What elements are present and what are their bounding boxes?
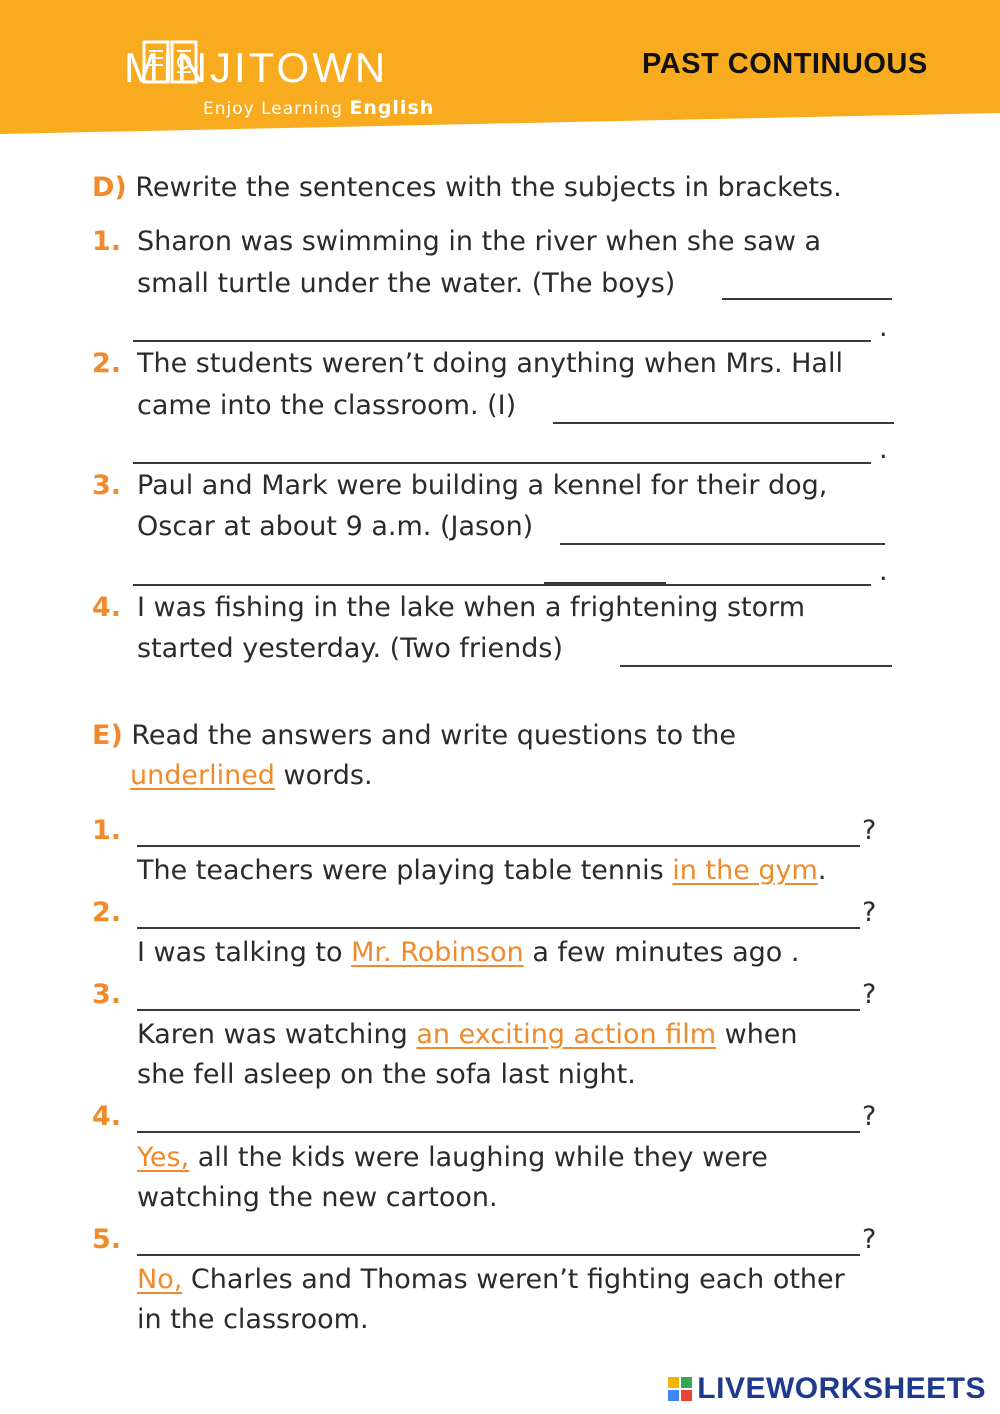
e-item-4-answer [137, 1142, 768, 1173]
liveworksheets-icon [667, 1376, 693, 1402]
d-item-1-answer-line-a[interactable] [722, 298, 892, 300]
e-item-4-answer-line2: watching the new cartoon. [137, 1182, 498, 1213]
e-item-4-number: 4. [92, 1101, 122, 1132]
tagline-prefix: Enjoy Learning [203, 99, 350, 119]
e-item-1-number: 1. [92, 815, 122, 846]
section-e-letter: E) [92, 720, 123, 751]
e-item-3-underlined: an exciting action film [416, 1019, 717, 1050]
d-item-2-number: 2. [92, 348, 122, 379]
e-item-3-answer-line[interactable] [137, 1009, 860, 1011]
tagline-bold: English [349, 97, 435, 119]
section-e-underlined-word: underlined [130, 760, 275, 791]
d-item-2-period: . [879, 434, 888, 465]
e-item-5-answer [137, 1264, 845, 1295]
d-item-2-answer-line-a[interactable] [553, 422, 894, 424]
e-item-4-underlined: Yes, [137, 1142, 190, 1173]
liveworksheets-logo [667, 1372, 986, 1406]
e-item-5-question-mark: ? [862, 1224, 877, 1255]
e-item-2-answer [137, 937, 799, 968]
e-item-5-answer-line[interactable] [137, 1254, 860, 1256]
e-item-1-answer [137, 855, 826, 886]
d-item-1-answer-line-b[interactable] [133, 340, 871, 342]
e-item-4-text-end: all the kids were laughing while they were [189, 1142, 768, 1173]
e-item-3-question-mark: ? [862, 979, 877, 1010]
d-item-1-line2: small turtle under the water. (The boys) [137, 268, 676, 299]
d-item-3-answer-line-b[interactable] [133, 584, 871, 586]
e-item-2-text: I was talking to [137, 937, 352, 968]
e-item-3-answer-line2: she fell asleep on the sofa last night. [137, 1059, 636, 1090]
section-e-instruction-b: words. [274, 760, 373, 791]
e-item-2-question-mark: ? [862, 897, 877, 928]
e-item-4-answer-line[interactable] [137, 1131, 860, 1133]
d-item-2-answer-line-b[interactable] [133, 462, 871, 464]
e-item-1-text-end: . [817, 855, 827, 886]
brand-right: TOWN [248, 44, 389, 91]
book-icon [138, 38, 202, 88]
section-d-letter: D) [92, 172, 127, 203]
liveworksheets-text: LIVEWORKSHEETS [697, 1372, 986, 1405]
e-item-2-number: 2. [92, 897, 122, 928]
e-item-1-underlined: in the gym [672, 855, 818, 886]
d-item-1-line1: Sharon was swimming in the river when she saw a [137, 226, 822, 257]
tagline [203, 97, 434, 119]
e-item-2-underlined: Mr. Robinson [351, 937, 524, 968]
brand-left: MINJI [124, 44, 249, 91]
e-item-5-number: 5. [92, 1224, 122, 1255]
e-item-1-answer-line[interactable] [137, 845, 860, 847]
d-item-3-period: . [879, 556, 888, 587]
d-item-4-answer-line-a[interactable] [620, 665, 892, 667]
d-item-1-number: 1. [92, 226, 122, 257]
d-item-2-line1: The students weren’t doing anything when Mrs. Hall [137, 348, 843, 379]
e-item-3-number: 3. [92, 979, 122, 1010]
worksheet-topic: PAST CONTINUOUS [642, 48, 928, 80]
d-item-2-line2: came into the classroom. (I) [137, 390, 517, 421]
e-item-2-text-end: a few minutes ago . [523, 937, 800, 968]
brand-logo [124, 38, 388, 98]
e-item-5-text-end: Charles and Thomas weren’t fighting each other [182, 1264, 845, 1295]
d-item-3-answer-line-mark [544, 582, 666, 586]
d-item-4-line2: started yesterday. (Two friends) [137, 633, 563, 664]
d-item-3-line1: Paul and Mark were building a kennel for their dog, [137, 470, 828, 501]
section-e-instruction-a: Read the answers and write questions to the [122, 720, 737, 751]
d-item-3-answer-line-a[interactable] [560, 543, 885, 545]
d-item-4-line1: I was fishing in the lake when a frightening storm [137, 592, 806, 623]
e-item-4-question-mark: ? [862, 1101, 877, 1132]
d-item-3-number: 3. [92, 470, 122, 501]
e-item-1-text: The teachers were playing table tennis [137, 855, 673, 886]
section-d-heading [92, 172, 842, 203]
section-e-heading [92, 720, 736, 751]
header-banner [0, 0, 1000, 134]
e-item-1-question-mark: ? [862, 815, 877, 846]
e-item-3-text-end: when [716, 1019, 798, 1050]
e-item-5-answer-line2: in the classroom. [137, 1304, 369, 1335]
section-e-heading-line2 [130, 760, 373, 791]
d-item-1-period: . [879, 312, 888, 343]
e-item-3-answer [137, 1019, 798, 1050]
d-item-4-number: 4. [92, 592, 122, 623]
e-item-5-underlined: No, [137, 1264, 183, 1295]
e-item-2-answer-line[interactable] [137, 927, 860, 929]
e-item-3-text: Karen was watching [137, 1019, 417, 1050]
d-item-3-line2: Oscar at about 9 a.m. (Jason) [137, 511, 534, 542]
section-d-instruction: Rewrite the sentences with the subjects in brackets. [126, 172, 842, 203]
